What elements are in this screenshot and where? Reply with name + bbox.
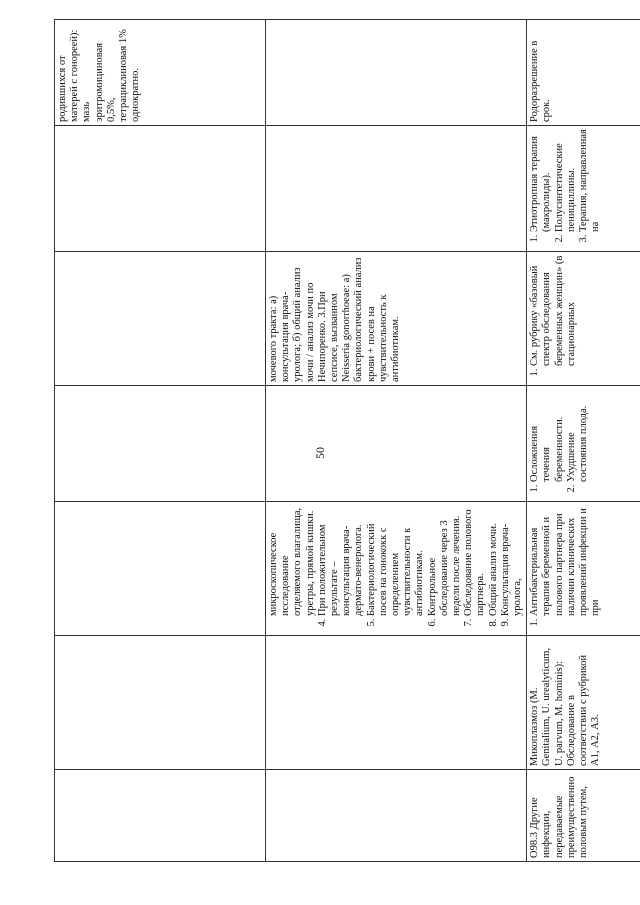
table-row (527, 20, 640, 862)
table-cell (55, 636, 266, 770)
table-cell (55, 770, 266, 862)
table-cell (55, 386, 266, 502)
complications-list (529, 389, 590, 498)
table-cell (527, 126, 640, 252)
delivery-text: Родоразрешение в срок. (529, 40, 553, 122)
table-cell (527, 502, 640, 636)
rotated-table-container (54, 20, 606, 862)
page-number: 50 (313, 447, 327, 459)
table-cell (266, 20, 527, 126)
table-cell (55, 20, 266, 126)
table-cell (266, 636, 527, 770)
list-item: 9. Консультация врача-уролога, (500, 505, 524, 616)
list-item: 6. Контрольное обследование через 3 недели после лечения. (427, 505, 464, 616)
diagnosis-code-text: О98.3 Другие инфекции, передаваемые преимущественно половым путем, (529, 776, 590, 858)
table-cell (55, 126, 266, 252)
table-cell (55, 252, 266, 386)
list-item: 1. Осложнения течения беременности. (529, 389, 566, 482)
table-cell (527, 770, 640, 862)
list-item: 1. См. рубрику «базовый спектр обследования беременных женщин» (в стационарных (529, 255, 578, 366)
table-cell (527, 636, 640, 770)
reference-list (529, 255, 578, 382)
treatment-list (529, 129, 602, 248)
list-item: 1. Этиотропная терапия (макролиды). (529, 129, 553, 232)
mycoplasmosis-text: Микоплазмоз (M. Genitalium, U. urealyticum, U. parvum, M. hominis): Обследование в соответствии с рубрикой А1, А2, А3. (529, 647, 602, 766)
list-item: 1. Антибактериальная терапия беременной и полового партнера при наличии клинических проявлений инфекции и при (529, 505, 602, 616)
table-cell (527, 252, 640, 386)
table-cell (266, 770, 527, 862)
table-cell (266, 252, 527, 386)
table-cell (266, 386, 527, 502)
table-cell (266, 126, 527, 252)
table-cell (527, 20, 640, 126)
list-item: 7. Обследование полового партнера. (463, 505, 487, 616)
therapy-list (529, 505, 602, 632)
list-item: 3. Терапия, направленная на (578, 129, 602, 232)
list-item: 2. Полусинтетические пенициллины. (554, 129, 578, 232)
examination-list (268, 505, 524, 632)
list-item: микроскопическое исследование отделяемого влагалища, уретры, прямой кишки. (268, 507, 316, 616)
table-cell (266, 502, 527, 636)
table-cell (55, 502, 266, 636)
list-item: 5. Бактериологический посев на гонококк с определением чувствительности к антибиотикам. (366, 505, 427, 616)
list-item: 4. При положительном результате – консультация врача-дермато-венеролога. (317, 505, 366, 616)
table-row (55, 20, 266, 862)
table-row (266, 20, 527, 862)
table-cell (527, 386, 640, 502)
newborn-prophylaxis-text: родившихся от матерей с гонореей): мазь эритромициновая 0,5%, тетрациклиновая 1% однократно. (57, 29, 142, 122)
clinical-protocol-table (54, 19, 640, 862)
list-item: 2. Ухудшение состояния плода. (566, 389, 590, 482)
list-item: 8. Общий анализ мочи. (488, 505, 500, 616)
urinary-tract-text: мочевого тракта: а) консультация врача-уролога; б) общий анализ мочи / анализ мочи по Нечипоренко. 3.При сепсисе, вызванном Neisseria gonorrhoeae: а) бактериологический анализ крови + посев на чувствительность к антибиотикам. (268, 257, 402, 382)
